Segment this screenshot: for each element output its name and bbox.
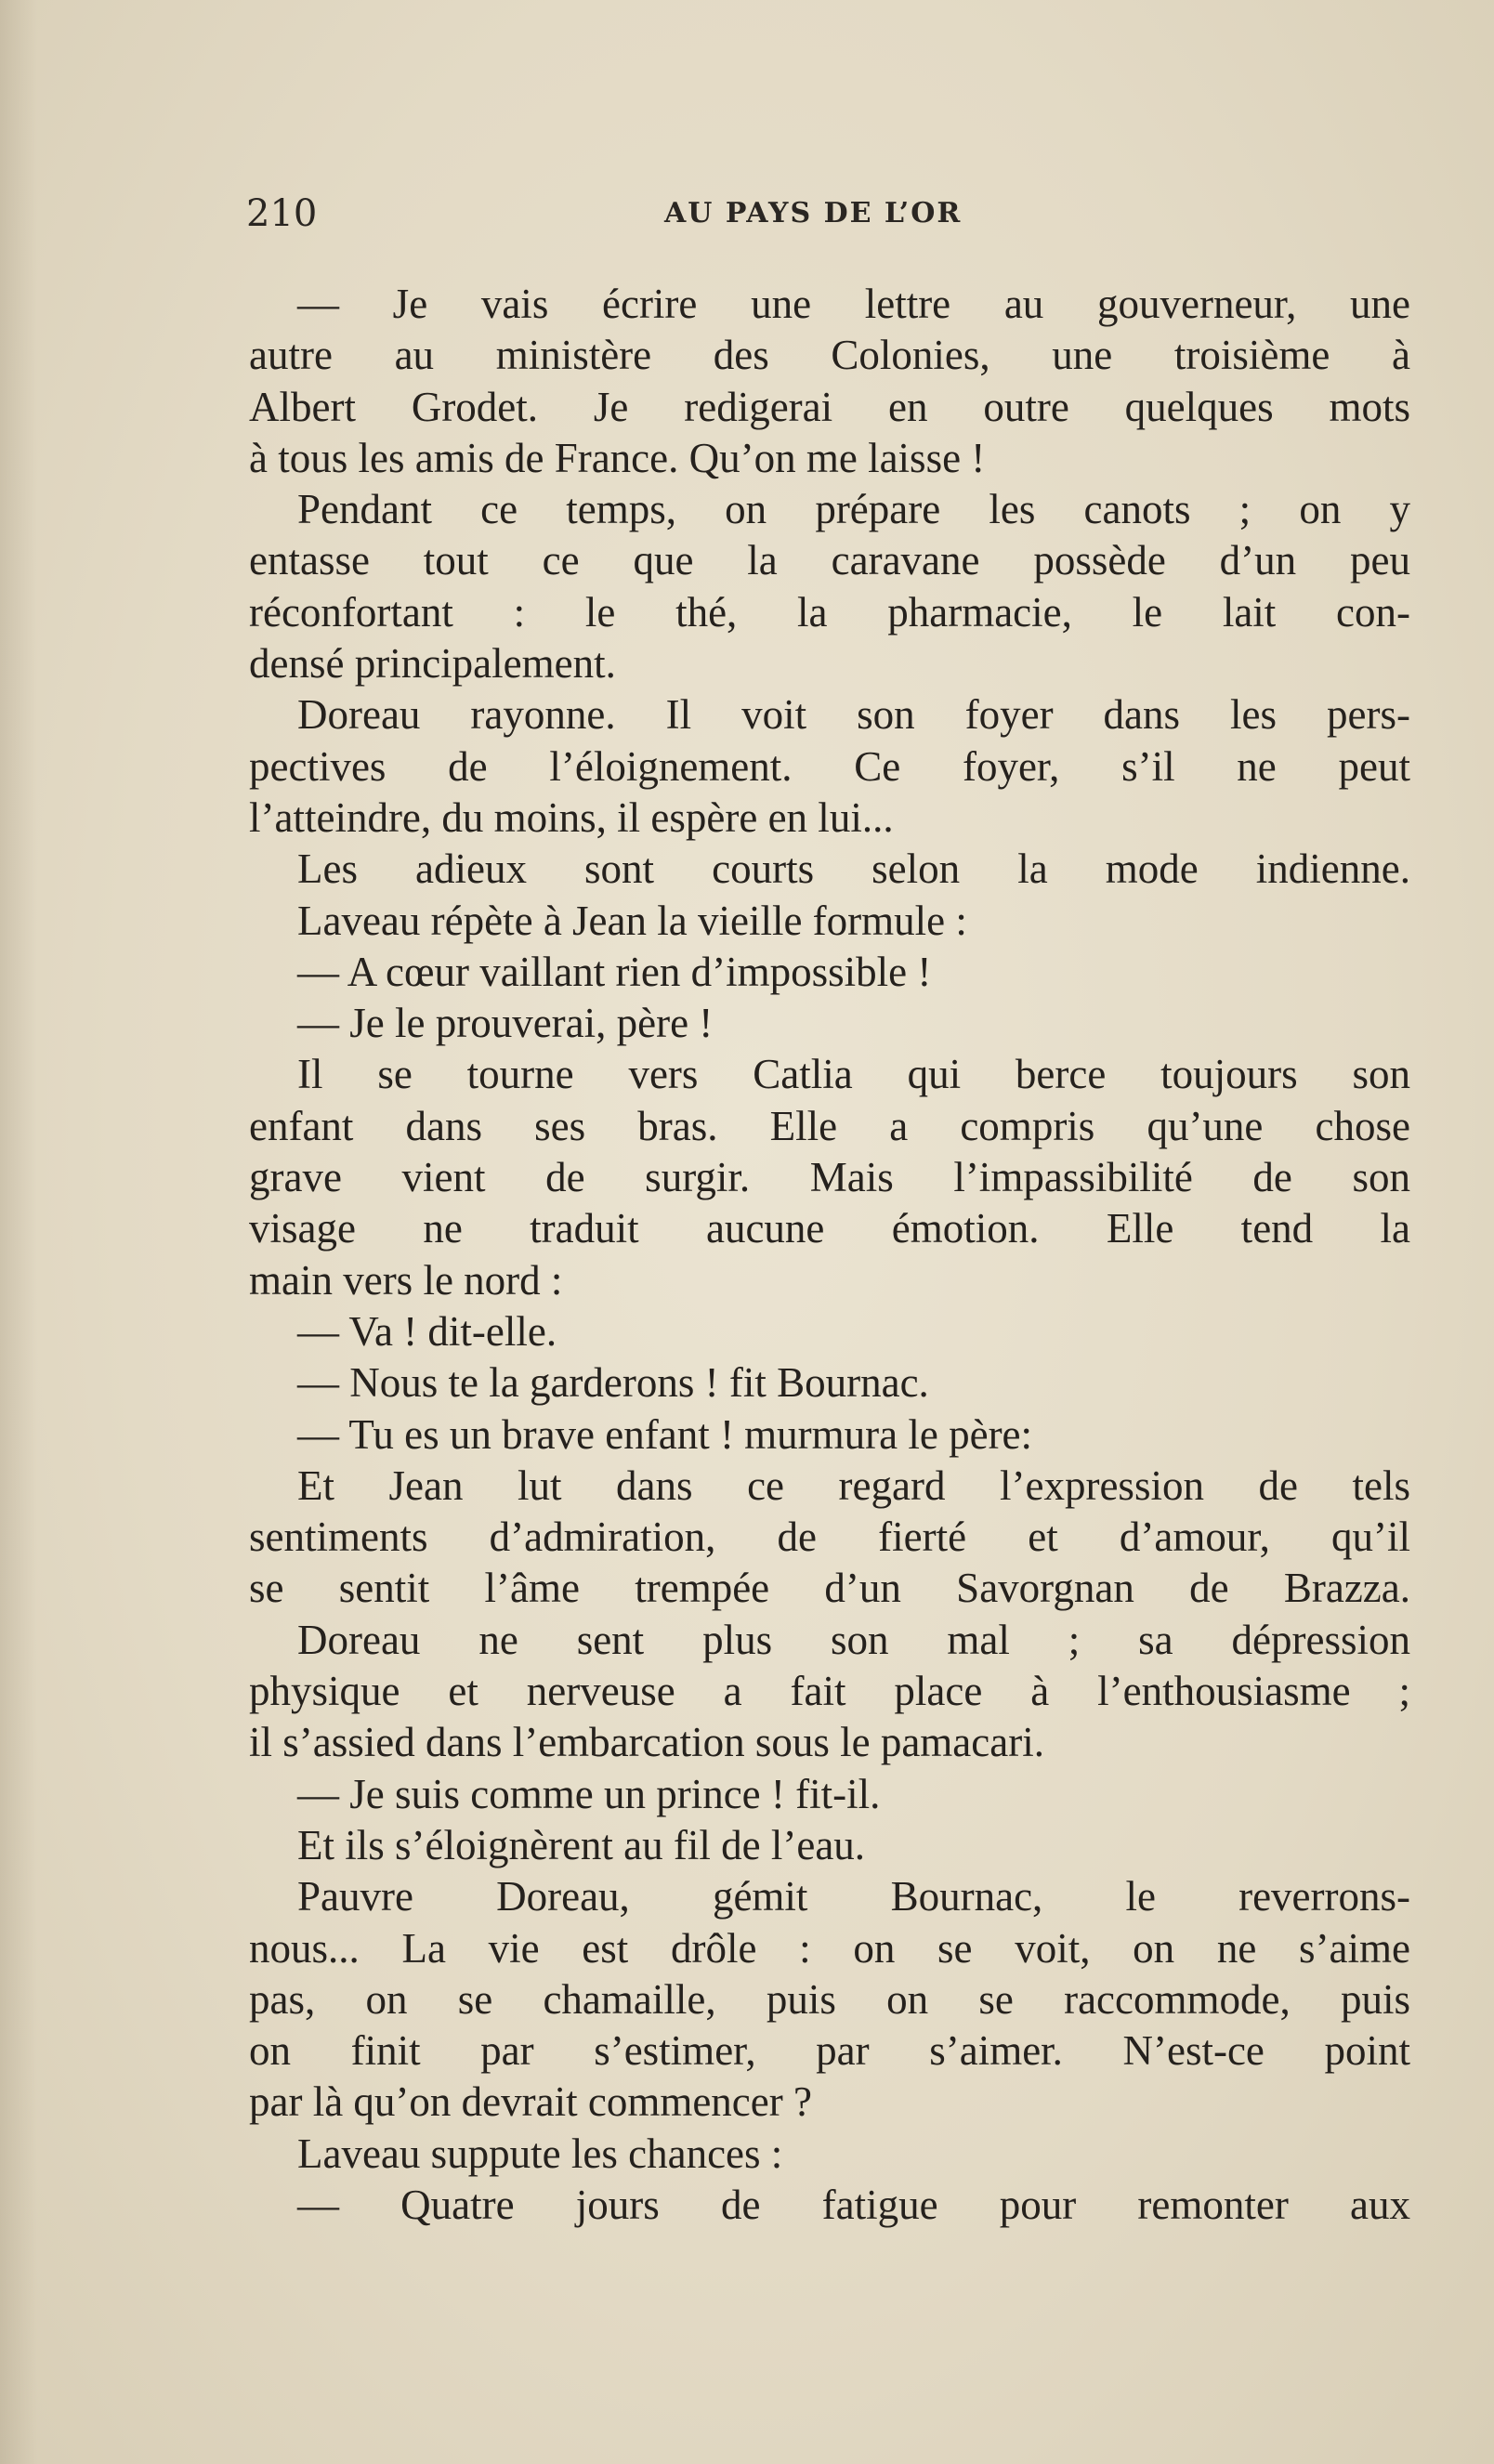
page-edge-shadow [0,0,37,2464]
text-line: — A cœur vaillant rien d’impossible ! [297,948,932,995]
text-line: pas, on se chamaille, puis on se raccommode, puis [249,1975,1410,2023]
text-line: on finit par s’estimer, par s’aimer. N’est-ce point [249,2027,1410,2075]
text-line: grave vient de surgir. Mais l’impassibilité de son [249,1154,1410,1201]
text-line: Pauvre Doreau, gémit Bournac, le reverrons- [297,1873,1410,1920]
text-line: — Nous te la garderons ! fit Bournac. [297,1359,929,1407]
text-line: Et Jean lut dans ce regard l’expression de tels [297,1461,1410,1509]
text-line: — Je le prouverai, père ! [297,1000,714,1047]
text-line: à tous les amis de France. Qu’on me laisse ! [249,434,986,481]
text-line: Laveau suppute les chances : [297,2130,783,2177]
text-line: Les adieux sont courts selon la mode indienne. [297,845,1410,893]
text-line: l’atteindre, du moins, il espère en lui... [249,793,894,841]
body-text [249,279,1410,2231]
text-line: — Va ! dit-elle. [297,1307,557,1355]
text-line: Il se tourne vers Catlia qui berce toujours son [297,1051,1410,1098]
text-line: — Je vais écrire une lettre au gouverneur, une [297,281,1410,327]
text-line: — Quatre jours de fatigue pour remonter aux [297,2181,1410,2228]
text-line: enfant dans ses bras. Elle a compris qu’une chose [249,1102,1410,1149]
text-line: Pendant ce temps, on prépare les canots ; on y [297,486,1410,533]
text-line: Doreau ne sent plus son mal ; sa dépression [297,1616,1410,1663]
text-line: il s’assied dans l’embarcation sous le pamacari. [249,1719,1044,1766]
text-line: par là qu’on devrait commencer ? [249,2078,812,2126]
text-line: entasse tout ce que la caravane possède d’un peu [249,537,1410,584]
text-line: — Je suis comme un prince ! fit-il. [297,1770,881,1817]
text-line: autre au ministère des Colonies, une troisième à [249,332,1410,379]
page-header [246,186,1412,242]
text-line: visage ne traduit aucune émotion. Elle tend la [249,1205,1410,1252]
running-title: AU PAYS DE L’OR [664,197,963,229]
text-line: Laveau répète à Jean la vieille formule : [297,897,967,944]
text-line: se sentit l’âme trempée d’un Savorgnan de Brazza. [249,1565,1410,1612]
page-number: 210 [246,192,318,235]
text-line: pectives de l’éloignement. Ce foyer, s’il ne peut [249,742,1410,790]
text-line: Et ils s’éloignèrent au fil de l’eau. [297,1821,866,1868]
text-line: nous... La vie est drôle : on se voit, on ne s’aime [249,1924,1410,1972]
text-line: main vers le nord : [249,1256,563,1304]
text-line: densé principalement. [249,640,616,688]
text-line: physique et nerveuse a fait place à l’enthousiasme ; [249,1668,1410,1715]
text-line: réconfortant : le thé, la pharmacie, le lait con- [249,588,1410,636]
text-line: Albert Grodet. Je redigerai en outre quelques mots [249,383,1410,430]
text-line: Doreau rayonne. Il voit son foyer dans les pers- [297,691,1410,739]
text-line: — Tu es un brave enfant ! murmura le père: [297,1410,1033,1458]
text-line: sentiments d’admiration, de fierté et d’amour, qu’il [249,1514,1410,1561]
